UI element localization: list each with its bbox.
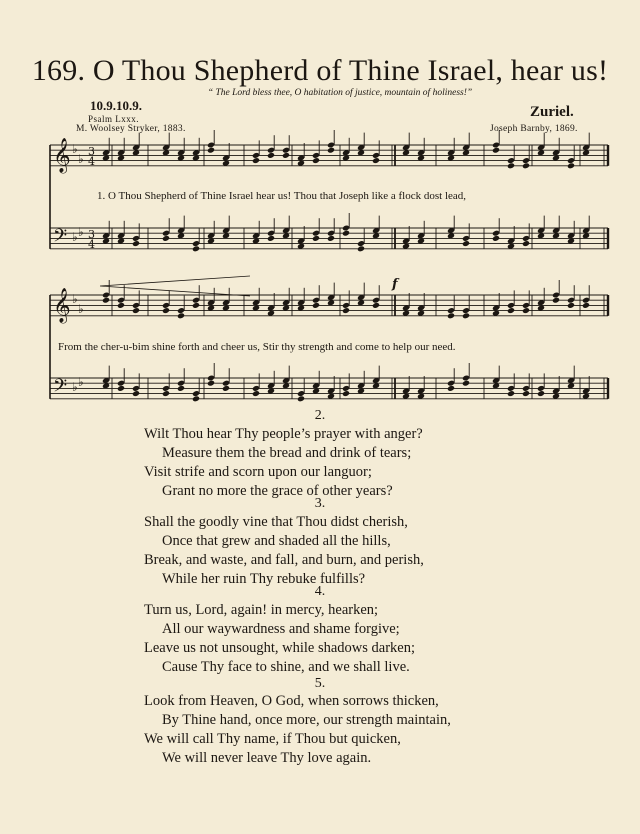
verse-line: Leave us not unsought, while shadows darken; [144, 640, 416, 656]
note-head [132, 390, 140, 397]
note-head [567, 162, 575, 169]
note-head [192, 395, 200, 402]
flat-sign: ♭ [78, 375, 84, 389]
verse-number: 5. [314, 676, 326, 691]
flat-sign: ♭ [72, 380, 78, 394]
note-head [117, 385, 125, 392]
system-2-lyrics: From the cher-u-bim shine forth and cheer us, Stir thy strength and come to help our need. [58, 341, 456, 353]
note-head [492, 147, 500, 154]
note-head [177, 312, 185, 319]
note-head [102, 297, 110, 304]
verse-line: Break, and waste, and fall, and burn, and perish, [144, 552, 424, 568]
flat-sign: ♭ [78, 302, 84, 316]
note-head [132, 307, 140, 314]
note-head [162, 235, 170, 242]
note-head [222, 385, 230, 392]
note-head [132, 240, 140, 247]
treble-clef: 𝄞 [53, 138, 71, 173]
note-head [252, 157, 260, 164]
hymn-title-text: O Thou Shepherd of Thine Israel, hear us! [92, 54, 609, 87]
note-head [342, 230, 350, 237]
note-head [522, 240, 530, 247]
tune-name: Zuriel. [530, 104, 574, 120]
note-head [537, 390, 545, 397]
verse-line: Measure them the bread and drink of tears; [162, 445, 412, 461]
verse-line: Once that grew and shaded all the hills, [162, 533, 391, 549]
verse-number: 4. [314, 584, 326, 599]
note-head [507, 390, 515, 397]
note-head [372, 302, 380, 309]
scripture-source: Psalm Lxxx. [88, 114, 140, 124]
note-head [567, 302, 575, 309]
note-head [162, 307, 170, 314]
system-1-lyrics: 1. O Thou Shepherd of Thine Israel hear us! Thou that Joseph like a flock dost lead, [97, 190, 467, 202]
flat-sign: ♭ [72, 142, 78, 156]
note-head [327, 235, 335, 242]
note-head [267, 152, 275, 159]
note-head [312, 157, 320, 164]
note-head [507, 162, 515, 169]
verse-line: Shall the goodly vine that Thou didst cherish, [144, 514, 408, 530]
verse-number: 2. [314, 408, 326, 423]
bass-clef: 𝄢 [53, 376, 68, 401]
note-head [522, 390, 530, 397]
note-head [447, 312, 455, 319]
note-head [267, 235, 275, 242]
epigraph: “ The Lord bless thee, O habitation of justice, mountain of holiness!” [207, 88, 473, 98]
note-head [192, 245, 200, 252]
note-head [207, 147, 215, 154]
flat-sign: ♭ [72, 230, 78, 244]
treble-clef: 𝄞 [53, 288, 71, 323]
note-head [342, 390, 350, 397]
note-head [582, 302, 590, 309]
note-head [492, 235, 500, 242]
note-head [312, 235, 320, 242]
hymn-number: 169. [31, 54, 86, 87]
verse-line: Turn us, Lord, again! in mercy, hearken; [144, 602, 379, 618]
time-signature-top: 3 [88, 228, 95, 241]
note-head [522, 307, 530, 314]
note-head [207, 380, 215, 387]
note-head [462, 380, 470, 387]
verse-line: Grant no more the grace of other years? [162, 483, 393, 499]
note-head [312, 302, 320, 309]
note-head [552, 297, 560, 304]
note-head [327, 147, 335, 154]
dynamic-marking: f [392, 277, 398, 292]
note-head [462, 240, 470, 247]
verse-line: We will call Thy name, if Thou but quicken, [144, 731, 401, 747]
bass-clef: 𝄢 [53, 226, 68, 251]
note-head [297, 395, 305, 402]
verse-line: Visit strife and scorn upon our languor; [144, 464, 372, 480]
author: M. Woolsey Stryker, 1883. [76, 124, 186, 134]
verse-line: Cause Thy face to shine, and we shall live. [162, 659, 410, 675]
verse-line: All our waywardness and shame forgive; [162, 621, 400, 637]
note-head [462, 312, 470, 319]
time-signature-bottom: 4 [88, 155, 95, 168]
note-head [522, 162, 530, 169]
note-head [117, 302, 125, 309]
flat-sign: ♭ [78, 152, 84, 166]
note-head [282, 152, 290, 159]
note-head [252, 390, 260, 397]
note-head [342, 307, 350, 314]
verse-line: Wilt Thou hear Thy people’s prayer with anger? [144, 426, 423, 442]
note-head [192, 302, 200, 309]
time-signature-top: 3 [88, 145, 95, 158]
crescendo-hairpin [100, 276, 250, 296]
note-head [162, 390, 170, 397]
note-head [447, 385, 455, 392]
verse-number: 3. [314, 496, 326, 511]
note-head [507, 307, 515, 314]
time-signature-bottom: 4 [88, 238, 95, 251]
note-head [372, 157, 380, 164]
flat-sign: ♭ [78, 225, 84, 239]
verse-line: We will never leave Thy love again. [162, 750, 372, 766]
verse-line: Look from Heaven, O God, when sorrows thicken, [144, 693, 439, 709]
composer: Joseph Barnby, 1869. [490, 124, 578, 134]
note-head [357, 245, 365, 252]
meter: 10.9.10.9. [90, 98, 142, 113]
note-head [177, 385, 185, 392]
verse-line: While her ruin Thy rebuke fulfills? [162, 571, 366, 587]
flat-sign: ♭ [72, 292, 78, 306]
verse-line: By Thine hand, once more, our strength maintain, [162, 712, 451, 728]
